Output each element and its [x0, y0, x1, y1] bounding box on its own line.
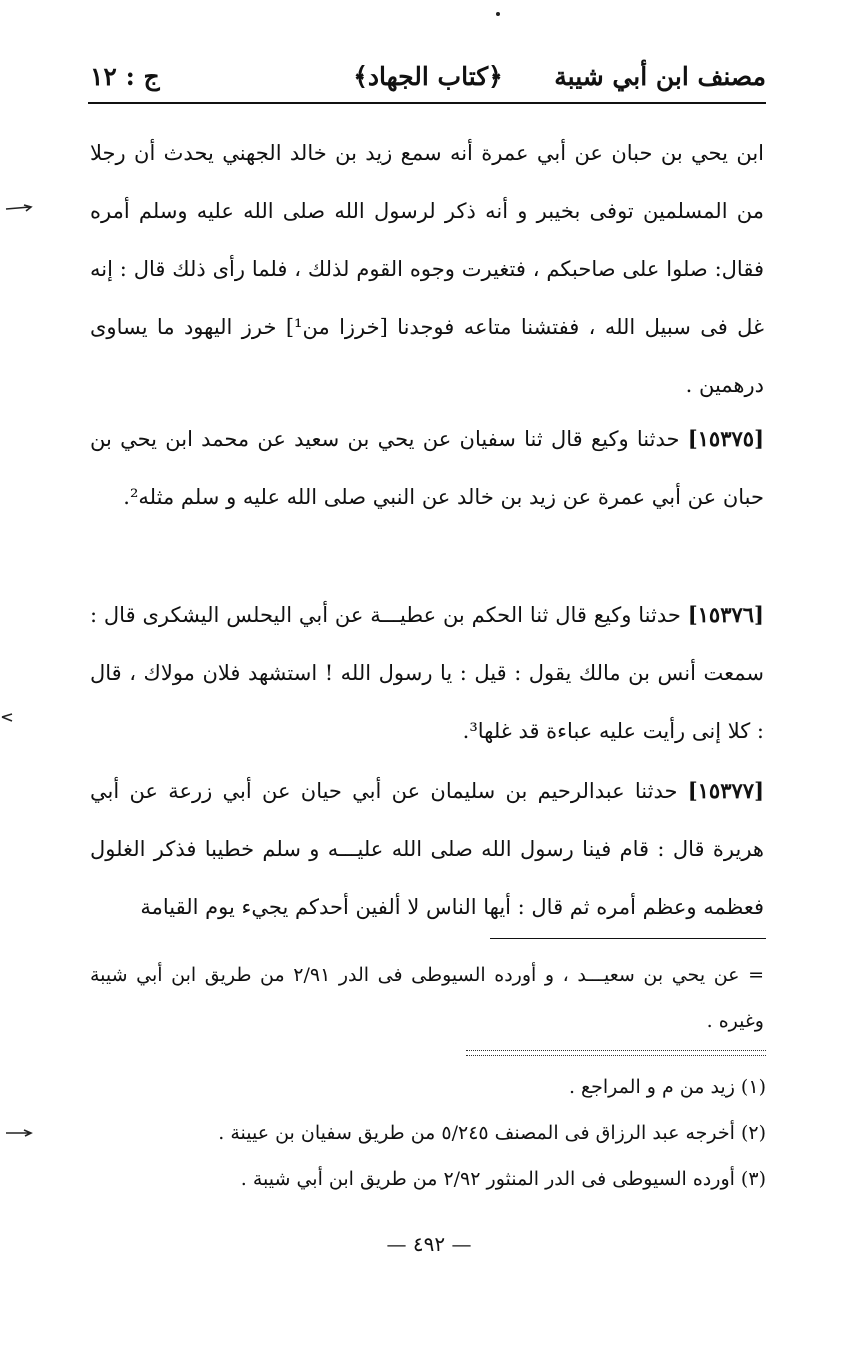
hadith-text: حدثنا وكيع قال ثنا سفيان عن يحي بن سعيد عن محمد ابن يحي بن حبان عن أبي عمرة عن زيد بن خالد عن النبي صلى الله عليه و سلم مثله². — [90, 427, 764, 509]
footnote-separator — [490, 938, 766, 939]
margin-tick-mark — [4, 203, 34, 213]
footnote-2: (٢) أخرجه عبد الرزاق فى المصنف ٥/٢٤٥ من طريق سفيان بن عيينة . — [218, 1122, 766, 1144]
page-header — [90, 62, 766, 102]
margin-tick-mark — [4, 1128, 34, 1138]
hadith-15376 — [90, 586, 782, 760]
hadith-text: حدثنا وكيع قال ثنا الحكم بن عطيـــة عن أبي اليحلس اليشكرى قال : سمعت أنس بن مالك يقول : قيل : يا رسول الله ! استشهد فلان مولاك ، قال : كلا إنى رأيت عليه عباءة قد غلها³. — [90, 603, 764, 743]
footnote-wavy-separator — [466, 1050, 766, 1056]
hadith-15375 — [90, 410, 782, 526]
margin-tick-mark — [0, 712, 30, 722]
paragraph-continued — [90, 124, 764, 414]
hadith-number: [١٥٣٧٥] — [687, 426, 764, 451]
paragraph-text: ابن يحي بن حبان عن أبي عمرة أنه سمع زيد بن خالد الجهني يحدث أن رجلا من المسلمين توفى بخيبر و أنه ذكر لرسول الله صلى الله عليه وسلم أمره فقال: صلوا على صاحبكم ، فتغيرت وجوه القوم لذلك ، فلما رأى ذلك قال : إنه غل فى سبيل الله ، ففتشنا متاعه فوجدنا [خرزا من¹] خرز اليهود ما يساوى درهمين . — [90, 141, 764, 397]
footnotes — [90, 1064, 766, 1202]
hadith-number: [١٥٣٧٦] — [687, 602, 764, 627]
hadith-15377 — [90, 762, 782, 936]
hadith-number: [١٥٣٧٧] — [687, 778, 764, 803]
volume-number: ج : ١٢ — [90, 62, 160, 91]
book-title: مصنف ابن أبي شيبة — [554, 62, 766, 91]
hadith-text: حدثنا عبدالرحيم بن سليمان عن أبي حيان عن أبي زرعة عن أبي هريرة قال : قام فينا رسول الله صلى الله عليـــه و سلم خطيبا فذكر الغلول فعظمه وعظم أمره ثم قال : أيها الناس لا ألفين أحدكم يجيء يوم القيامة — [90, 779, 764, 919]
chapter-title: ﴿كتاب الجهاد﴾ — [353, 62, 503, 91]
continued-footnote: = عن يحي بن سعيـــد ، و أورده السيوطى فى الدر ٢/٩١ من طريق ابن أبي شيبة وغيره . — [90, 964, 764, 1032]
header-rule — [88, 102, 766, 104]
top-dot — [496, 12, 500, 16]
footnote-3: (٣) أورده السيوطى فى الدر المنثور ٢/٩٢ من طريق ابن أبي شيبة . — [240, 1168, 766, 1190]
page-number: — ٤٩٢ — — [386, 1232, 472, 1256]
footnote-1: (١) زيد من م و المراجع . — [568, 1076, 766, 1098]
